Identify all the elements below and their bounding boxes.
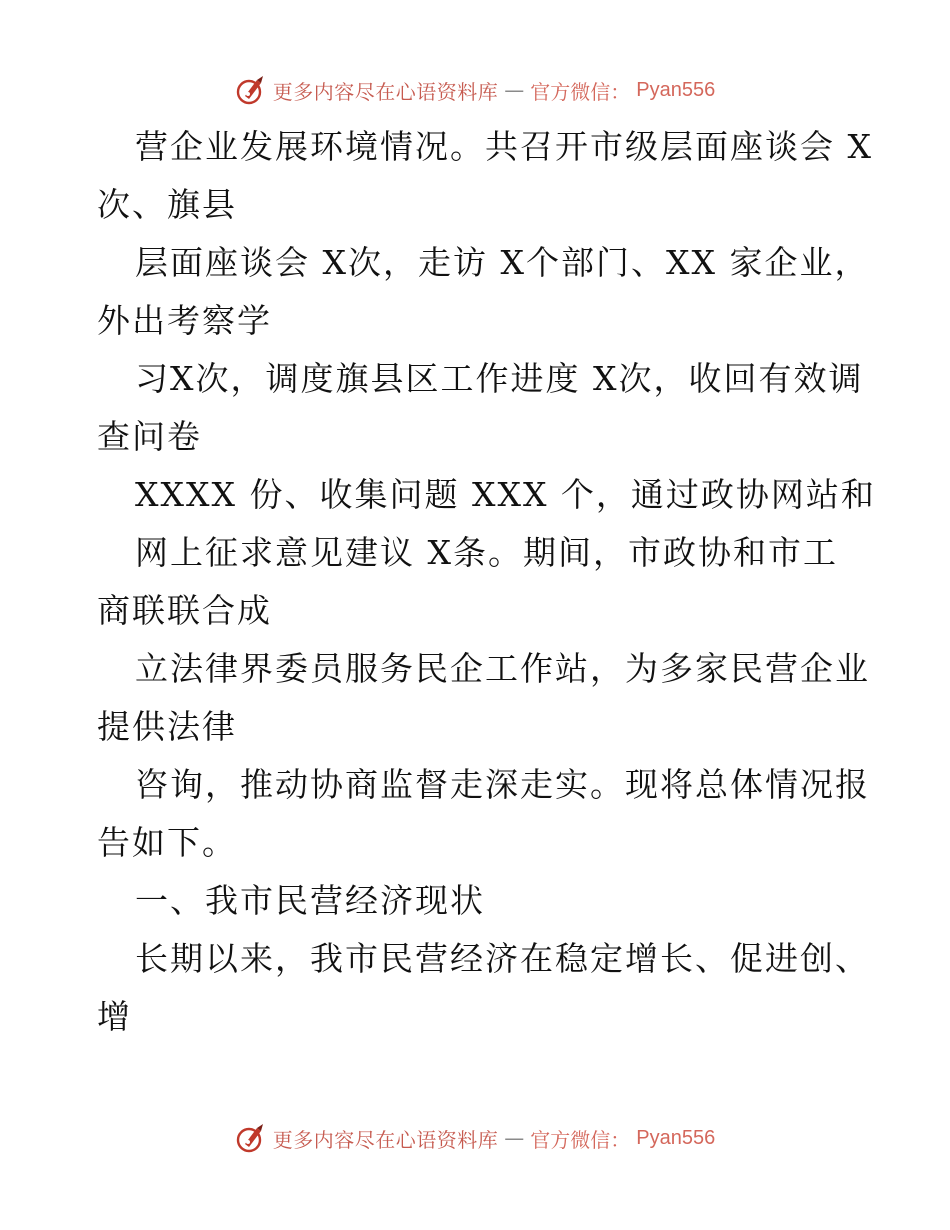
text-line: 网上征求意见建议 X条。期间，市政协和市工 <box>135 533 838 572</box>
section-heading: 一、我市民营经济现状 <box>135 881 485 920</box>
text-line: 次、旗县 <box>97 185 237 224</box>
text-line: 咨询，推动协商监督走深走实。现将总体情况报 <box>135 765 870 804</box>
text-line: 告如下。 <box>97 823 237 862</box>
banner-title: 更多内容尽在心语资料库 <box>272 79 499 104</box>
banner-wechat-id: Pyan556 <box>636 1126 716 1149</box>
footer-banner <box>0 1118 950 1158</box>
header-banner <box>0 70 950 110</box>
text-line: 查问卷 <box>97 417 202 456</box>
document-body <box>97 118 876 1046</box>
text-line: 长期以来，我市民营经济在稳定增长、促进创、 <box>135 939 870 978</box>
banner-dash: — <box>504 1126 525 1150</box>
banner-dash: — <box>504 78 525 102</box>
text-line: 营企业发展环境情况。共召开市级层面座谈会 X <box>135 127 873 166</box>
banner-wechat-label: 官方微信： <box>530 1127 631 1152</box>
banner-title: 更多内容尽在心语资料库 <box>272 1127 499 1152</box>
text-line: 立法律界委员服务民企工作站，为多家民营企业 <box>135 649 870 688</box>
banner-wechat-label: 官方微信： <box>530 79 631 104</box>
text-line: 商联联合成 <box>97 591 272 630</box>
leaf-pen-logo-icon <box>235 74 267 106</box>
text-line: 外出考察学 <box>97 301 272 340</box>
banner-wechat-id: Pyan556 <box>636 78 716 101</box>
text-line: 习X次，调度旗县区工作进度 X次，收回有效调 <box>135 359 864 398</box>
text-line: XXXX 份、收集问题 XXX 个，通过政协网站和 <box>135 475 876 514</box>
text-line: 提供法律 <box>97 707 237 746</box>
leaf-pen-logo-icon <box>235 1122 267 1154</box>
text-line: 层面座谈会 X次，走访 X个部门、XX 家企业， <box>135 243 870 282</box>
text-line: 增 <box>97 997 132 1036</box>
